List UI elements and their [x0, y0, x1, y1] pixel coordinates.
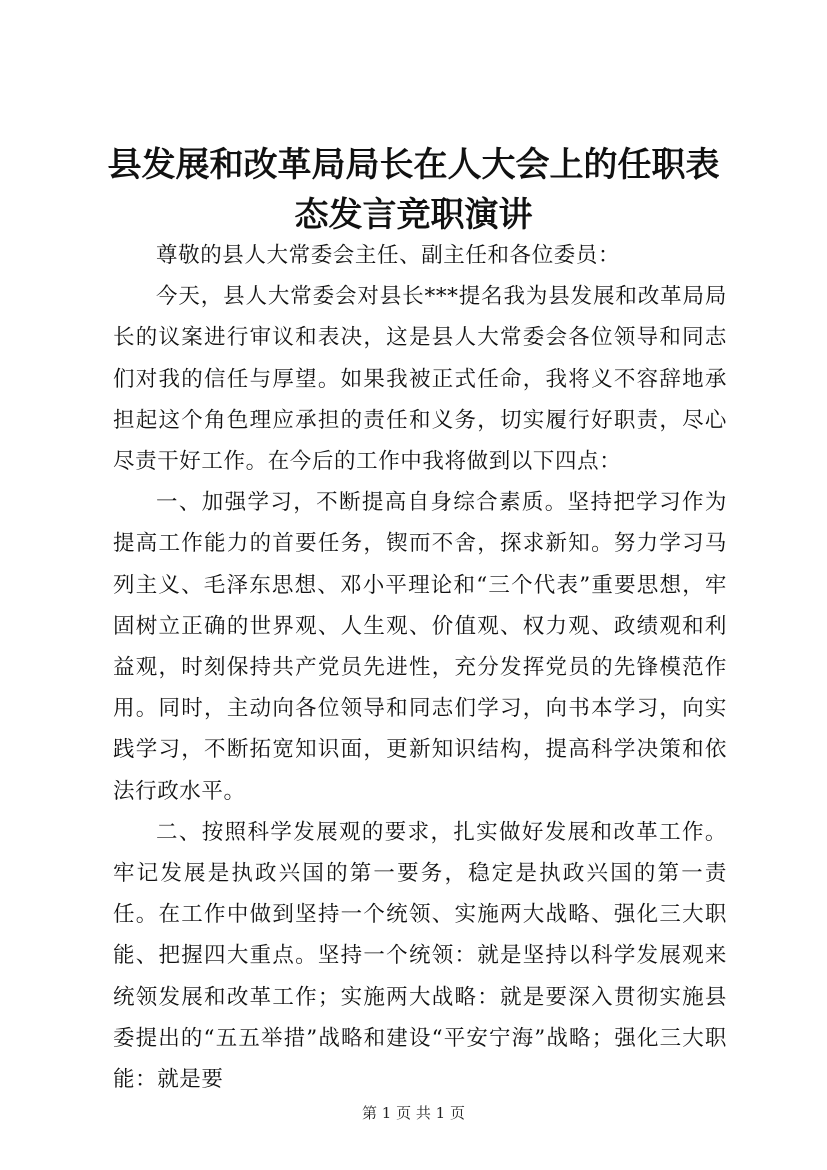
page-number-footer: 第 1 页 共 1 页 — [362, 1104, 465, 1122]
point-one-paragraph: 一、加强学习，不断提高自身综合素质。坚持把学习作为提高工作能力的首要任务，锲而不舍，探求新知。努力学习马列主义、毛泽东思想、邓小平理论和“三个代表”重要思想，牢固树立正确的世界观、人生观、价值观、权力观、政绩观和利益观，时刻保持共产党员先进性，充分发挥党员的先锋模范作用。同时，主动向各位领导和同志们学习，向书本学习，向实践学习，不断拓宽知识面，更新知识结构，提高科学决策和依法行政水平。 — [113, 490, 727, 804]
intro-paragraph: 今天，县人大常委会对县长***提名我为县发展和改革局局长的议案进行审议和表决，这是县人大常委会各位领导和同志们对我的信任与厚望。如果我被正式任命，我将义不容辞地承担起这个角色理应承担的责任和义务，切实履行好职责，尽心尽责干好工作。在今后的工作中我将做到以下四点： — [113, 284, 727, 475]
document-body — [113, 235, 727, 1100]
salutation-paragraph: 尊敬的县人大常委会主任、副主任和各位委员： — [156, 243, 621, 268]
document-title: 县发展和改革局局长在人大会上的任职表态发言竞职演讲 — [107, 145, 720, 235]
point-two-paragraph: 二、按照科学发展观的要求，扎实做好发展和改革工作。牢记发展是执政兴国的第一要务，稳定是执政兴国的第一责任。在工作中做到坚持一个统领、实施两大战略、强化三大职能、把握四大重点。坚持一个统领：就是坚持以科学发展观来统领发展和改革工作；实施两大战略：就是要深入贯彻实施县委提出的“五五举措”战略和建设“平安宁海”战略；强化三大职能：就是要 — [113, 819, 727, 1093]
